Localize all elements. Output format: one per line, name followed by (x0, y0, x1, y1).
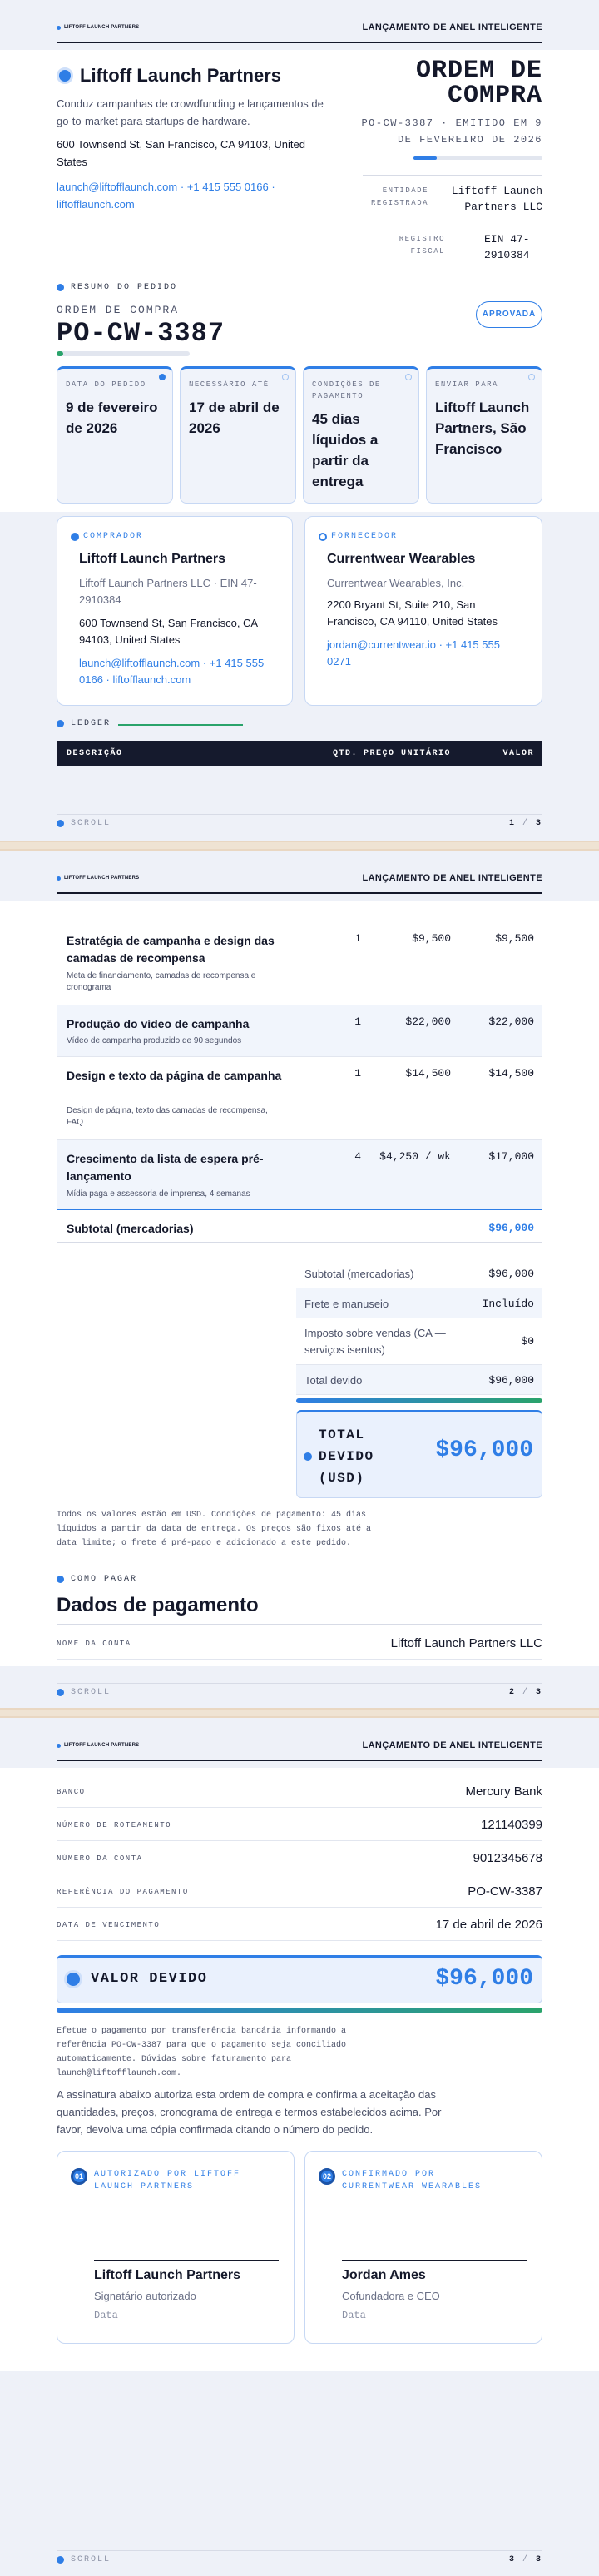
brand-small (57, 1743, 139, 1748)
item-value: $9,500 (495, 932, 534, 945)
order-progress-track (413, 156, 542, 160)
signature-name: Liftoff Launch Partners (94, 2268, 241, 2282)
po-number: PO-CW-3387 (57, 318, 225, 349)
card-label: ENVIAR PARA (435, 380, 498, 389)
header-rule (57, 892, 542, 894)
supplier-address: 2200 Bryant St, Suite 210, San Francisco, CA 94110, United States (327, 598, 498, 628)
col-qty: QTD. (332, 749, 358, 758)
header-rule (57, 42, 542, 43)
page-total: 3 (535, 2555, 542, 2564)
ledger-row (57, 1057, 542, 1140)
header-rule (57, 1760, 542, 1761)
signature-role: CONFIRMADO POR CURRENTWEAR WEARABLES (342, 2170, 483, 2191)
summary-key: Frete e manuseio (304, 1298, 389, 1310)
card-payment-terms (303, 366, 419, 504)
payment-instructions: Efetue o pagamento por transferência bancária informando a referência PO-CW-3387 para que o pagamento seja conciliado automaticamente. Dúvidas sobre faturamento para launch@liftofflaunch.com. (57, 2027, 347, 2078)
item-value: $17,000 (488, 1150, 534, 1163)
supplier-card (304, 516, 542, 706)
item-value: $22,000 (488, 1015, 534, 1028)
order-divider (363, 175, 542, 176)
total-due-value: $96,000 (435, 1437, 533, 1463)
card-dot-icon (528, 374, 535, 380)
page-count: 3 / 3 (508, 2555, 542, 2564)
item-unit: $4,250 / wk (379, 1150, 451, 1163)
card-dot-icon (405, 374, 412, 380)
payment-key: NOME DA CONTA (57, 1640, 131, 1648)
buyer-icon (71, 533, 79, 541)
scroll-dot-icon (57, 2556, 64, 2564)
signature-line[interactable] (94, 2260, 279, 2261)
payment-row (57, 1874, 542, 1908)
payment-label-text: COMO PAGAR (71, 1575, 138, 1584)
page-total: 3 (535, 1688, 542, 1697)
totals-accent-bar (296, 1398, 542, 1403)
signature-date: Data (342, 2310, 366, 2321)
authorization-text: A assinatura abaixo autoriza esta ordem de compra e confirma a aceitação das quantidades, preços, cronograma de entrega e termos estabelecidos acima. Por favor, devolva uma cópia confirmada citando o número do pedido. (57, 2088, 442, 2136)
amount-due-value: $96,000 (435, 1966, 533, 1992)
payment-heading-rule (57, 1624, 542, 1625)
item-desc: Vídeo de campanha produzido de 90 segundos (67, 1036, 242, 1045)
total-due-panel (296, 1410, 542, 1498)
summary-row (296, 1365, 542, 1395)
signature-title: Cofundadora e CEO (342, 2290, 440, 2302)
doc-title: LANÇAMENTO DE ANEL INTELIGENTE (362, 873, 542, 883)
page-separator (0, 1708, 599, 1718)
page-3 (0, 1718, 599, 2576)
order-title: ORDEM DE COMPRA (415, 57, 542, 110)
order-progress-fill (413, 156, 437, 160)
section-dot-icon (57, 720, 64, 727)
tax-label: REGISTRO FISCAL (399, 235, 445, 256)
pager-2 (57, 1683, 542, 1701)
summary-row (296, 1258, 542, 1288)
summary-value: $96,000 (488, 1268, 534, 1280)
amount-accent-bar (57, 2008, 542, 2013)
card-dot-icon (282, 374, 289, 380)
company-address: 600 Townsend St, San Francisco, CA 94103, United States (57, 138, 305, 168)
supplier-name: Currentwear Wearables (327, 552, 476, 566)
brand-small (57, 876, 139, 881)
signature-title: Signatário autorizado (94, 2290, 196, 2302)
scroll-dot-icon (57, 820, 64, 827)
payment-key: BANCO (57, 1788, 86, 1796)
company-heading (57, 65, 281, 87)
signature-block-buyer (57, 2151, 295, 2344)
signature-line[interactable] (342, 2260, 527, 2261)
summary-key: Subtotal (mercadorias) (304, 1268, 414, 1280)
total-dot-icon (304, 1452, 312, 1461)
scroll-label: SCROLL (71, 819, 111, 828)
page-current: 1 (508, 819, 516, 828)
supplier-tag (319, 532, 398, 541)
scroll-indicator (57, 1688, 111, 1697)
card-value: 17 de abril de 2026 (189, 400, 280, 436)
card-value: 45 dias líquidos a partir da entrega (312, 411, 379, 489)
payment-heading: Dados de pagamento (57, 1594, 259, 1616)
payment-section-label (57, 1575, 137, 1584)
total-due-label: TOTAL DEVIDO (USD) (319, 1427, 374, 1486)
buyer-tag (71, 532, 143, 541)
card-needed-by (180, 366, 296, 504)
item-title: Produção do vídeo de campanha (67, 1017, 250, 1030)
card-label: NECESSÁRIO ATÉ (189, 380, 270, 389)
po-progress-fill (57, 351, 63, 356)
item-desc: Mídia paga e assessoria de imprensa, 4 semanas (67, 1189, 250, 1199)
item-desc: Design de página, texto das camadas de recompensa, FAQ (67, 1106, 268, 1127)
scroll-label: SCROLL (71, 1688, 111, 1697)
card-value: 9 de fevereiro de 2026 (66, 400, 158, 436)
ledger-subtotal-label: Subtotal (mercadorias) (67, 1222, 194, 1235)
order-meta: PO-CW-3387 · EMITIDO EM 9 DE FEVEREIRO DE 2026 (361, 117, 542, 146)
brand-small (57, 25, 139, 30)
item-qty: 4 (354, 1150, 361, 1163)
payment-row (57, 1774, 542, 1808)
col-value: VALOR (502, 749, 534, 758)
page-total: 3 (535, 819, 542, 828)
item-unit: $22,000 (405, 1015, 451, 1028)
brand-dot-icon (57, 876, 61, 881)
summary-key: Imposto sobre vendas (CA — serviços isentos) (304, 1327, 446, 1356)
summary-value: Incluído (482, 1298, 534, 1310)
signature-date: Data (94, 2310, 118, 2321)
signature-name: Jordan Ames (342, 2268, 426, 2282)
buyer-tag-text: COMPRADOR (83, 532, 144, 541)
payment-value: PO-CW-3387 (468, 1884, 542, 1898)
ledger-subtotal-value: $96,000 (488, 1222, 534, 1234)
po-label: ORDEM DE COMPRA (57, 304, 180, 316)
brand-dot-icon (57, 1744, 61, 1748)
top-bar (0, 0, 599, 50)
summary-value: $0 (521, 1335, 534, 1348)
pager-1 (57, 814, 542, 832)
company-tagline: Conduz campanhas de crowdfunding e lançamentos de go-to-market para startups de hardware. (57, 97, 324, 127)
scroll-dot-icon (57, 1689, 64, 1696)
tax-value: EIN 47-2910384 (484, 233, 530, 261)
ledger-accent-rule (118, 724, 243, 726)
payment-key: NÚMERO DA CONTA (57, 1854, 143, 1863)
item-qty: 1 (354, 1015, 361, 1028)
brand-label: LIFTOFF LAUNCH PARTNERS (64, 1743, 140, 1748)
doc-title: LANÇAMENTO DE ANEL INTELIGENTE (362, 1740, 542, 1750)
payment-key: NÚMERO DE ROTEAMENTO (57, 1821, 172, 1829)
buyer-card (57, 516, 293, 706)
page-1 (0, 0, 599, 841)
item-unit: $9,500 (412, 932, 451, 945)
pager-3 (57, 2550, 542, 2569)
scroll-label: SCROLL (71, 2555, 111, 2564)
card-order-date (57, 366, 173, 504)
ledger-row (57, 1140, 542, 1210)
doc-title: LANÇAMENTO DE ANEL INTELIGENTE (362, 22, 542, 32)
payment-value: 17 de abril de 2026 (435, 1918, 542, 1932)
amount-due-icon (64, 1970, 82, 1988)
ledger-row (57, 922, 542, 1005)
item-unit: $14,500 (405, 1067, 451, 1080)
signature-number: 01 (71, 2168, 87, 2185)
payment-value: Liftoff Launch Partners LLC (390, 1636, 542, 1650)
scroll-indicator (57, 2555, 111, 2564)
payment-value: 9012345678 (473, 1851, 542, 1865)
page-current: 3 (508, 2555, 516, 2564)
buyer-legal: Liftoff Launch Partners LLC · EIN 47-2910384 (79, 577, 257, 606)
col-unit-price: PREÇO UNITÁRIO (363, 749, 451, 758)
col-description: DESCRIÇÃO (67, 749, 123, 758)
summary-row (296, 1288, 542, 1318)
section-dot-icon (57, 1576, 64, 1583)
payment-row (57, 1841, 542, 1874)
item-desc: Meta de financiamento, camadas de recompensa e cronograma (67, 971, 256, 992)
scroll-indicator (57, 819, 111, 828)
payment-row (57, 1626, 542, 1660)
ledger-label (57, 719, 111, 728)
top-bar (0, 1718, 599, 1768)
payment-row (57, 1908, 542, 1941)
page-2 (0, 851, 599, 1708)
ledger-end-rule (57, 1242, 542, 1243)
page-count: 2 / 3 (508, 1688, 542, 1697)
item-value: $14,500 (488, 1067, 534, 1080)
item-qty: 1 (354, 1067, 361, 1080)
summary-key: Total devido (304, 1374, 363, 1387)
payment-key: DATA DE VENCIMENTO (57, 1921, 161, 1929)
supplier-tag-text: FORNECEDOR (331, 532, 399, 541)
po-progress-track (57, 351, 190, 356)
entity-value: Liftoff Launch Partners LLC (451, 185, 542, 213)
payment-row (57, 1808, 542, 1841)
summary-row (296, 1318, 542, 1365)
supplier-legal: Currentwear Wearables, Inc. (327, 577, 465, 589)
summary-label-text: RESUMO DO PEDIDO (71, 283, 178, 292)
summary-value: $96,000 (488, 1374, 534, 1387)
company-contact-link[interactable]: launch@liftofflaunch.com · +1 415 555 0166 · liftofflaunch.com (57, 181, 275, 211)
item-qty: 1 (354, 932, 361, 945)
card-ship-to (426, 366, 542, 504)
buyer-address: 600 Townsend St, San Francisco, CA 94103, United States (79, 617, 258, 646)
ledger-row (57, 1005, 542, 1057)
supplier-icon (319, 533, 327, 541)
top-bar (0, 851, 599, 901)
page-current: 2 (508, 1688, 516, 1697)
page-1-body (0, 50, 599, 512)
signature-number: 02 (319, 2168, 335, 2185)
brand-dot-icon (57, 26, 61, 30)
card-dot-icon (159, 374, 166, 380)
brand-label: LIFTOFF LAUNCH PARTNERS (64, 25, 140, 30)
brand-label: LIFTOFF LAUNCH PARTNERS (64, 876, 140, 881)
page-separator (0, 841, 599, 851)
page-count: 1 / 3 (508, 819, 542, 828)
company-name: Liftoff Launch Partners (80, 65, 282, 86)
card-value: Liftoff Launch Partners, São Francisco (435, 400, 530, 457)
ledger-header (57, 741, 542, 766)
totals-note: Todos os valores estão em USD. Condições de pagamento: 45 dias líquidos a partir da data de entrega. Os preços são fixos até a data limite; o frete é pré-pago e adicionado a este pedido. (57, 1511, 372, 1548)
company-logo-icon (57, 67, 73, 84)
buyer-contact-link[interactable]: launch@liftofflaunch.com · +1 415 555 0166 · liftofflaunch.com (79, 657, 265, 686)
ledger-label-text: LEDGER (71, 719, 111, 728)
status-badge: APROVADA (476, 301, 542, 328)
buyer-name: Liftoff Launch Partners (79, 552, 226, 566)
amount-due-panel (57, 1955, 542, 2003)
payment-key: REFERÊNCIA DO PAGAMENTO (57, 1888, 189, 1896)
amount-due-label: VALOR DEVIDO (91, 1971, 208, 1987)
summary-section-label (57, 283, 177, 292)
payment-value: 121140399 (481, 1818, 542, 1832)
supplier-contact-link[interactable]: jordan@currentwear.io · +1 415 555 0271 (327, 638, 500, 668)
card-label: CONDIÇÕES DE PAGAMENTO (312, 380, 381, 400)
signature-block-supplier (304, 2151, 542, 2344)
payment-value: Mercury Bank (465, 1784, 542, 1799)
section-dot-icon (57, 284, 64, 291)
item-title: Estratégia de campanha e design das camadas de recompensa (67, 934, 275, 965)
entity-label: ENTIDADE REGISTRADA (370, 186, 428, 207)
card-label: DATA DO PEDIDO (66, 380, 146, 389)
item-title: Crescimento da lista de espera pré-lançamento (67, 1152, 264, 1183)
item-title: Design e texto da página de campanha (67, 1069, 282, 1082)
signature-role: AUTORIZADO POR LIFTOFF LAUNCH PARTNERS (94, 2170, 241, 2191)
